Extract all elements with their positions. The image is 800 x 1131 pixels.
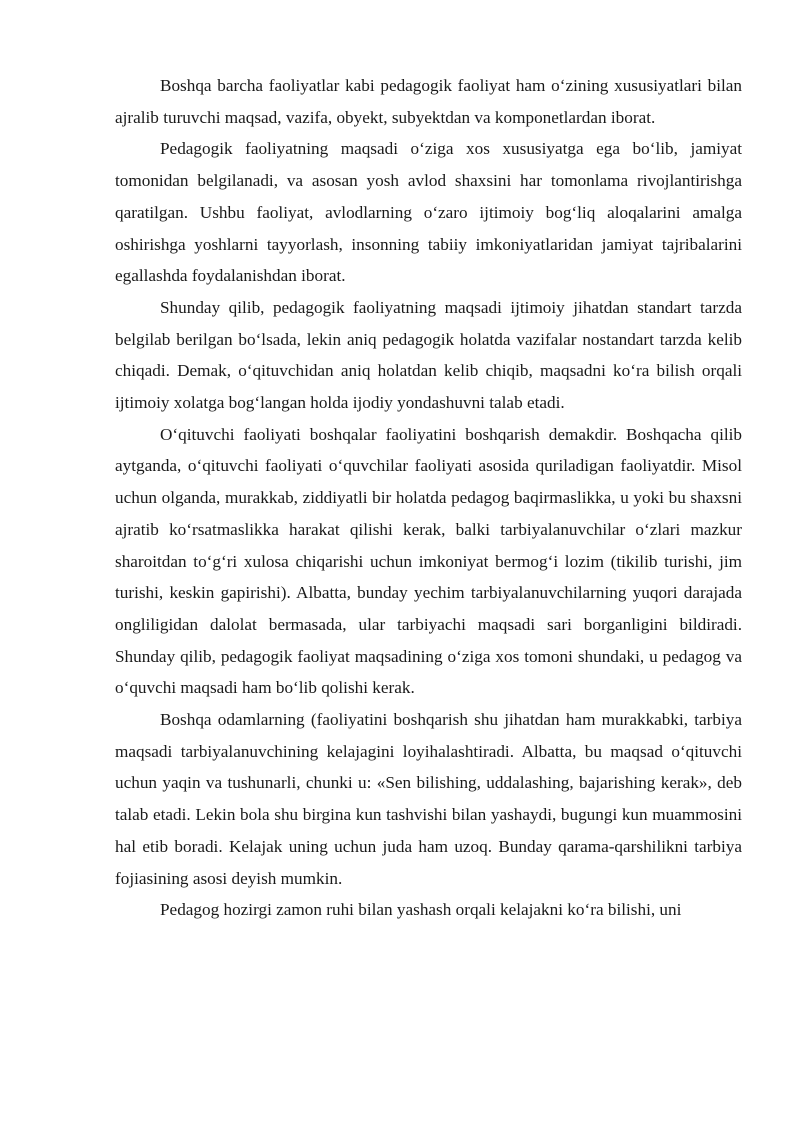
paragraph-6: Pedagog hozirgi zamon ruhi bilan yashash orqali kelajakni ko‘ra bilishi, uni: [160, 900, 682, 920]
paragraph-1: Boshqa barcha faoliyatlar kabi pedagogik faoliyat ham o‘zining xususiyatlari bilan ajralib turuvchi maqsad, vazifa, obyekt, subyektdan va komponetlardan iborat.: [115, 76, 742, 127]
document-page: [115, 70, 742, 926]
paragraph-4: O‘qituvchi faoliyati boshqalar faoliyatini boshqarish demakdir. Boshqacha qilib aytganda, o‘qituvchi faoliyati o‘quvchilar faoliyati asosida quriladigan faoliyatdir. Misol uchun olganda, murakkab, ziddiyatli bir holatda pedagog baqirmaslikka, u yoki bu shaxsni ajratib ko‘rsatmaslikka harakat qilishi kerak, balki tarbiyalanuvchilar o‘zlari mazkur sharoitdan to‘g‘ri xulosa chiqarishi uchun imkoniyat bermog‘i lozim (tikilib turishi, jim turishi, keskin gapirishi). Albatta, bunday yechim tarbiyalanuvchilarning yuqori darajada ongliligidan dalolat bermasada, ular tarbiyachi maqsadi sari borganligini bildiradi. Shunday qilib, pedagogik faoliyat maqsadining o‘ziga xos tomoni shundaki, u pedagog va o‘quvchi maqsadi ham bo‘lib qolishi kerak.: [115, 424, 742, 698]
paragraph-3: Shunday qilib, pedagogik faoliyatning maqsadi ijtimoiy jihatdan standart tarzda belgilab berilgan bo‘lsada, lekin aniq pedagogik holatda vazifalar nostandart tarzda kelib chiqadi. Demak, o‘qituvchidan aniq holatdan kelib chiqib, maqsadni ko‘ra bilish orqali ijtimoiy xolatga bog‘langan holda ijodiy yondashuvni talab etadi.: [115, 297, 742, 413]
paragraph-5: Boshqa odamlarning (faoliyatini boshqarish shu jihatdan ham murakkabki, tarbiya maqsadi tarbiyalanuvchining kelajagini loyihalashtiradi. Albatta, bu maqsad o‘qituvchi uchun yaqin va tushunarli, chunki u: «Sen bilishing, uddalashing, bajarishing kerak», deb talab etadi. Lekin bola shu birgina kun tashvishi bilan yashaydi, bugungi kun muammosini hal etib boradi. Kelajak uning uchun juda ham uzoq. Bunday qarama-qarshilikni tarbiya fojiasining asosi deyish mumkin.: [115, 710, 742, 888]
paragraph-2: Pedagogik faoliyatning maqsadi o‘ziga xos xususiyatga ega bo‘lib, jamiyat tomonidan belgilanadi, va asosan yosh avlod shaxsini har tomonlama rivojlantirishga qaratilgan. Ushbu faoliyat, avlodlarning o‘zaro ijtimoiy bog‘liq aloqalarini amalga oshirishga yoshlarni tayyorlash, insonning tabiiy imkoniyatlaridan jamiyat tajribalarini egallashda foydalanishdan iborat.: [115, 139, 742, 286]
